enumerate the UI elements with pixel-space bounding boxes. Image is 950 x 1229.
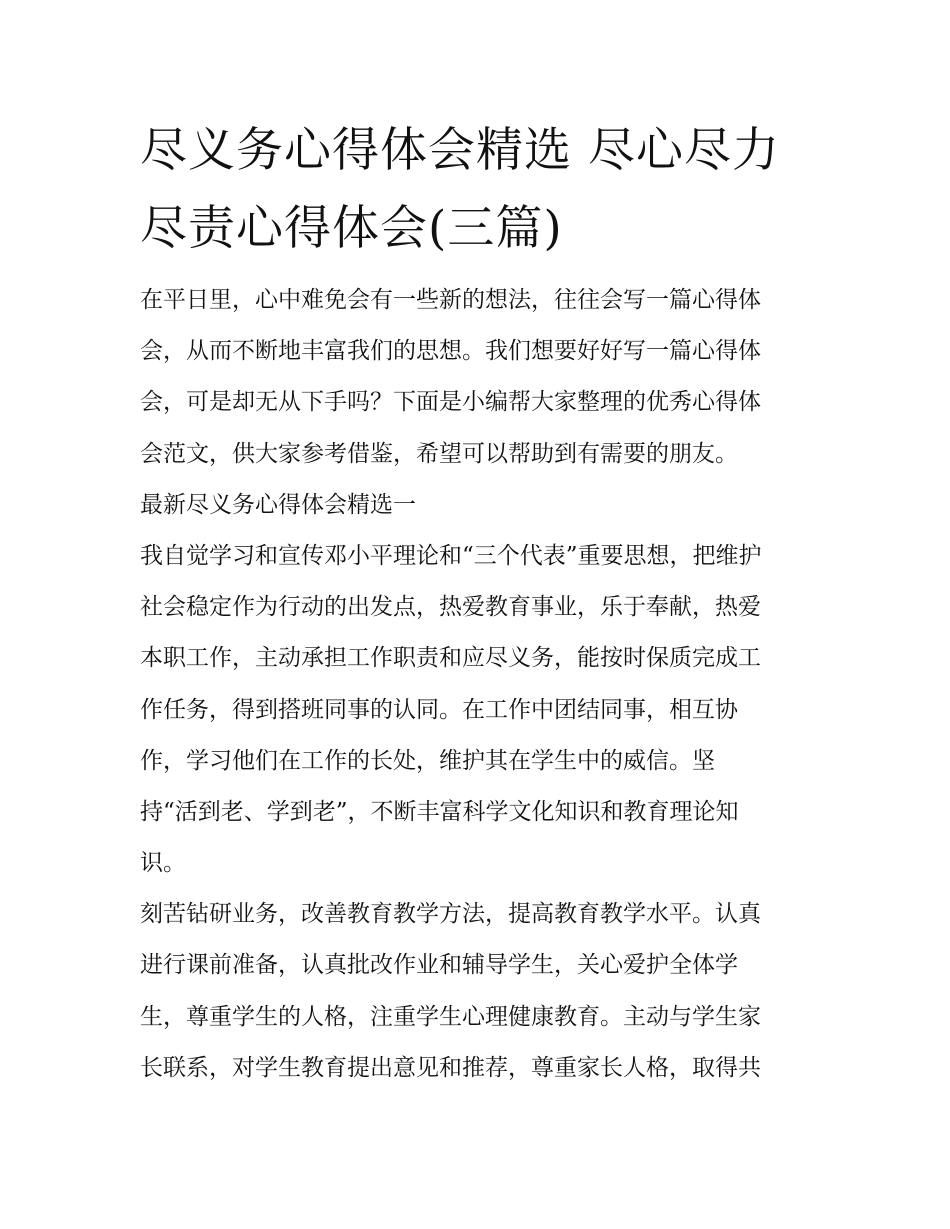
paragraph-line: 进行课前准备，认真批改作业和辅导学生，关心爱护全体学 [140,952,738,979]
paragraph-line: 持“活到老、学到老”，不断丰富科学文化知识和教育理论知 [140,798,739,825]
paragraph-line: 作，学习他们在工作的长处，维护其在学生中的威信。坚 [140,747,715,774]
paragraph-line: 会，从而不断地丰富我们的思想。我们想要好好写一篇心得体 [140,338,761,365]
title-line-1: 尽义务心得体会精选 尽心尽力 [140,123,780,178]
section-heading: 最新尽义务心得体会精选一 [140,491,416,518]
document-title [140,112,820,268]
document-body [140,275,830,1094]
title-line-2: 尽责心得体会(三篇) [140,201,563,256]
paragraph-line: 作任务，得到搭班同事的认同。在工作中团结同事，相互协 [140,696,738,723]
paragraph-line: 会，可是却无从下手吗？下面是小编帮大家整理的优秀心得体 [140,389,761,416]
paragraph-line: 我自觉学习和宣传邓小平理论和“三个代表”重要思想，把维护 [140,542,762,569]
paragraph-line: 社会稳定作为行动的出发点，热爱教育事业，乐于奉献，热爱 [140,594,761,621]
paragraph-line: 在平日里，心中难免会有一些新的想法，往往会写一篇心得体 [140,287,761,313]
paragraph-line: 长联系，对学生教育提出意见和推荐，尊重家长人格，取得共 [140,1054,761,1081]
paragraph-line: 刻苦钻研业务，改善教育教学方法，提高教育教学水平。认真 [140,901,761,928]
paragraph-line: 会范文，供大家参考借鉴，希望可以帮助到有需要的朋友。 [140,440,738,467]
paragraph-line: 本职工作，主动承担工作职责和应尽义务，能按时保质完成工 [140,645,761,672]
paragraph-line: 识。 [140,850,186,877]
paragraph-line: 生，尊重学生的人格，注重学生心理健康教育。主动与学生家 [140,1003,761,1030]
